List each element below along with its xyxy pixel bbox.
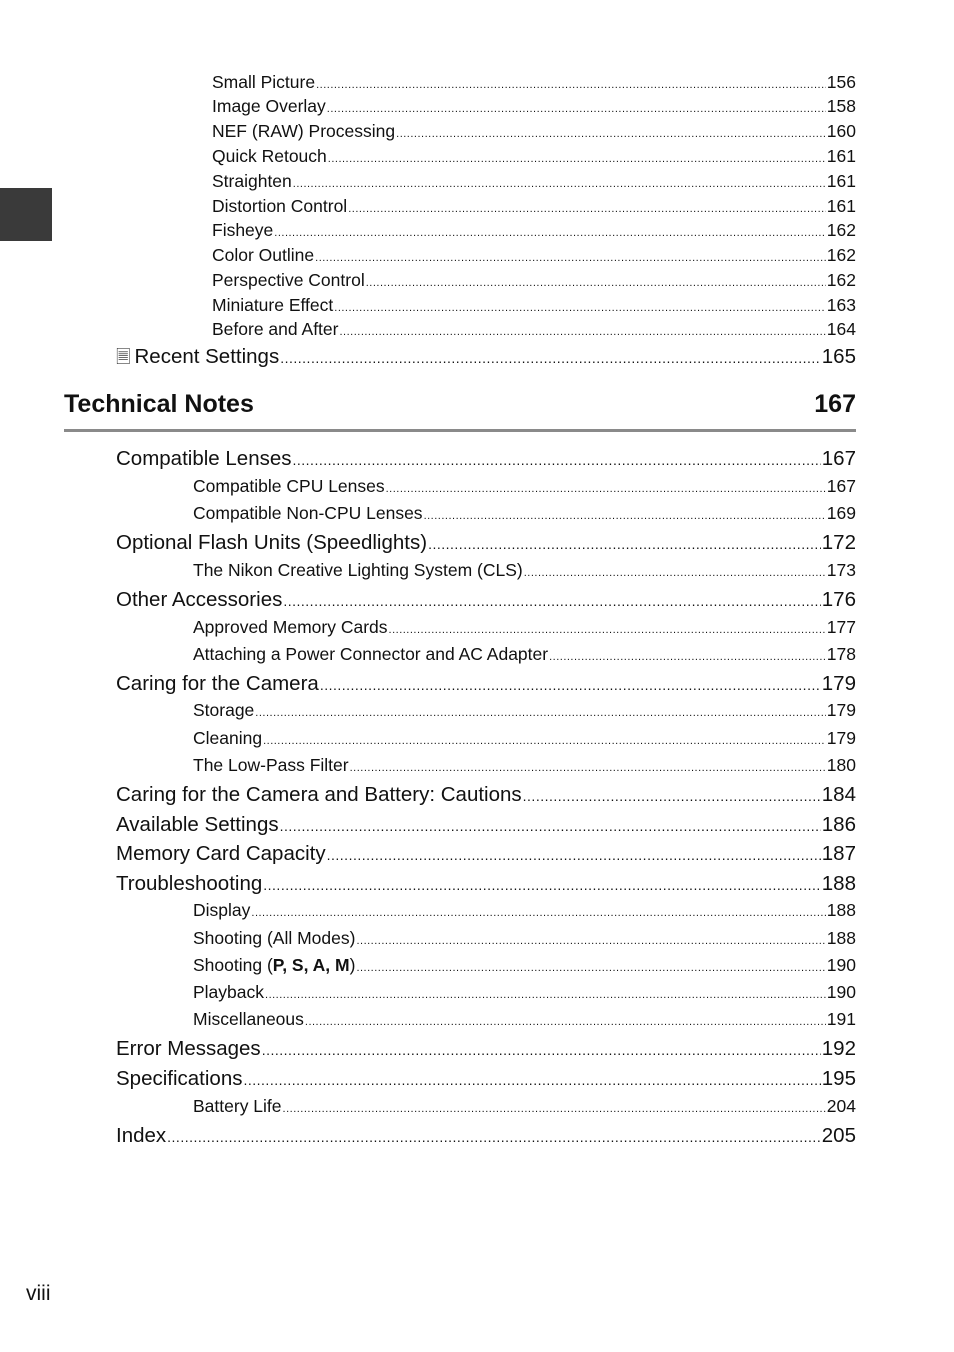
toc-entry-cautions[interactable]: Caring for the Camera and Battery: Cautions ..... 184: [116, 783, 856, 807]
toc-entry-error-messages[interactable]: Error Messages ..... 192: [116, 1037, 856, 1061]
footer-page-number: viii: [26, 1282, 51, 1305]
toc-entry-miniature-effect[interactable]: Miniature Effect ..... 163: [212, 295, 856, 316]
toc-entry-perspective-control[interactable]: Perspective Control ..... 162: [212, 270, 856, 291]
toc-entry-card-capacity[interactable]: Memory Card Capacity ..... 187: [116, 842, 856, 866]
toc-entry-quick-retouch[interactable]: Quick Retouch ..... 161: [212, 146, 856, 167]
toc-entry-recent-settings[interactable]: 🗏 Recent Settings ..... 165: [116, 345, 856, 375]
section-title: Technical Notes: [64, 390, 254, 418]
toc-entry-straighten[interactable]: Straighten ..... 161: [212, 171, 856, 192]
toc-entry-color-outline[interactable]: Color Outline ..... 162: [212, 245, 856, 266]
toc-entry-available-settings[interactable]: Available Settings ..... 186: [116, 813, 856, 837]
toc-entry-small-picture[interactable]: Small Picture ..... 156: [212, 72, 856, 93]
section-divider: [64, 429, 856, 432]
toc-entry-caring[interactable]: Caring for the Camera ..... 179: [116, 672, 856, 696]
toc-entry-low-pass-filter[interactable]: The Low-Pass Filter ..... 180: [193, 755, 856, 776]
toc-entry-index[interactable]: Index ..... 205: [116, 1124, 856, 1148]
toc-entry-cleaning[interactable]: Cleaning ..... 179: [193, 728, 856, 749]
toc-entry-power-connector[interactable]: Attaching a Power Connector and AC Adapter ..... 178: [193, 644, 856, 665]
toc-entry-memory-cards[interactable]: Approved Memory Cards ..... 177: [193, 617, 856, 638]
toc-entry-storage[interactable]: Storage ..... 179: [193, 700, 856, 721]
toc-entry-nef-processing[interactable]: NEF (RAW) Processing ..... 160: [212, 121, 856, 142]
toc-entry-shooting-psam[interactable]: Shooting (P, S, A, M) ..... 190: [193, 955, 856, 976]
toc-entry-distortion-control[interactable]: Distortion Control ..... 161: [212, 196, 856, 217]
toc-entry-specifications[interactable]: Specifications ..... 195: [116, 1067, 856, 1091]
toc-entry-fisheye[interactable]: Fisheye ..... 162: [212, 220, 856, 241]
toc-entry-flash-units[interactable]: Optional Flash Units (Speedlights) ..... 172: [116, 531, 856, 555]
toc-entry-miscellaneous[interactable]: Miscellaneous ..... 191: [193, 1009, 856, 1030]
toc-entry-compatible-lenses[interactable]: Compatible Lenses ..... 167: [116, 447, 856, 471]
recent-settings-menu-icon: 🗏: [116, 347, 131, 367]
toc-entry-battery-life[interactable]: Battery Life ..... 204: [193, 1096, 856, 1117]
section-page: 167: [814, 390, 856, 418]
toc-entry-other-accessories[interactable]: Other Accessories ..... 176: [116, 588, 856, 612]
toc-entry-display[interactable]: Display ..... 188: [193, 900, 856, 921]
toc-entry-before-after[interactable]: Before and After ..... 164: [212, 319, 856, 340]
toc-entry-non-cpu-lenses[interactable]: Compatible Non-CPU Lenses ..... 169: [193, 503, 856, 524]
toc-entry-image-overlay[interactable]: Image Overlay ..... 158: [212, 96, 856, 117]
toc-entry-cpu-lenses[interactable]: Compatible CPU Lenses ..... 167: [193, 476, 856, 497]
section-heading[interactable]: [64, 390, 856, 419]
toc-entry-cls[interactable]: The Nikon Creative Lighting System (CLS) ..... 173: [193, 560, 856, 581]
toc-entry-shooting-all-modes[interactable]: Shooting (All Modes) ..... 188: [193, 928, 856, 949]
chapter-side-tab: [0, 188, 52, 241]
toc-entry-playback[interactable]: Playback ..... 190: [193, 982, 856, 1003]
toc-entry-troubleshooting[interactable]: Troubleshooting ..... 188: [116, 872, 856, 896]
